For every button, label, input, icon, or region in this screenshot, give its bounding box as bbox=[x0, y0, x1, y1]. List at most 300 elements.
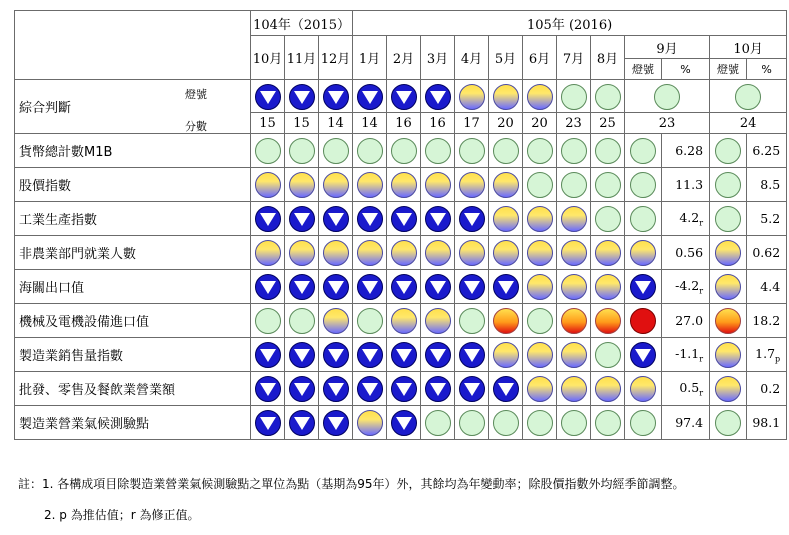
oct-value: 1.7 bbox=[755, 345, 776, 361]
sep-value-cell bbox=[662, 236, 710, 270]
indicator-light-cell bbox=[557, 372, 591, 406]
signal-light-icon bbox=[715, 308, 741, 334]
signal-light-icon bbox=[595, 172, 621, 198]
signal-light-icon bbox=[255, 138, 281, 164]
indicator-light-cell bbox=[489, 134, 523, 168]
signal-light-icon bbox=[595, 342, 621, 368]
composite-score: 15 bbox=[285, 113, 319, 134]
composite-light-cell bbox=[319, 80, 353, 113]
signal-light-icon bbox=[715, 240, 741, 266]
indicator-light-cell bbox=[591, 270, 625, 304]
signal-light-icon bbox=[493, 342, 519, 368]
sep-value-flag: r bbox=[699, 218, 704, 228]
composite-score: 15 bbox=[251, 113, 285, 134]
indicator-light-cell bbox=[251, 372, 285, 406]
indicator-light-cell bbox=[591, 338, 625, 372]
oct-value-cell bbox=[747, 202, 787, 236]
signal-light-icon bbox=[425, 342, 451, 368]
signal-light-icon bbox=[715, 172, 741, 198]
indicator-light-cell bbox=[455, 236, 489, 270]
indicator-light-cell bbox=[557, 236, 591, 270]
indicator-light-cell bbox=[387, 168, 421, 202]
signal-light-icon bbox=[289, 376, 315, 402]
sep-value: -1.1 bbox=[675, 345, 700, 361]
signal-light-icon bbox=[323, 138, 349, 164]
signal-light-icon bbox=[561, 138, 587, 164]
indicator-light-cell bbox=[489, 304, 523, 338]
footnote-1: 註：1. 各構成項目除製造業營業氣候測驗點之單位為點（基期為95年）外，其餘均為年變動率；除股價指數外均經季節調整。 bbox=[18, 477, 685, 491]
signal-light-icon bbox=[527, 410, 553, 436]
indicator-light-cell bbox=[285, 338, 319, 372]
sep-value-cell bbox=[662, 372, 710, 406]
indicator-light-cell bbox=[421, 406, 455, 440]
period-2015: 104年（2015） bbox=[251, 11, 353, 36]
signal-light-icon bbox=[425, 376, 451, 402]
signal-light-icon bbox=[715, 138, 741, 164]
sep-value: 0.56 bbox=[675, 245, 704, 260]
indicator-light-cell bbox=[523, 202, 557, 236]
oct-value-cell bbox=[747, 304, 787, 338]
sep-value: 27.0 bbox=[675, 313, 704, 328]
month-header: 7月 bbox=[557, 36, 591, 80]
sep-value-cell bbox=[662, 202, 710, 236]
sep-value-flag: r bbox=[699, 354, 704, 364]
indicator-light-cell bbox=[489, 406, 523, 440]
composite-label-cell bbox=[15, 80, 251, 134]
oct-value: 18.2 bbox=[752, 313, 781, 328]
signal-light-icon bbox=[459, 240, 485, 266]
indicator-light-cell bbox=[710, 372, 747, 406]
signal-light-icon bbox=[630, 138, 656, 164]
indicator-light-cell bbox=[625, 168, 662, 202]
indicator-light-cell bbox=[625, 338, 662, 372]
composite-signal-icon bbox=[654, 84, 680, 110]
indicator-light-cell bbox=[591, 406, 625, 440]
signal-light-icon bbox=[561, 410, 587, 436]
header-blank bbox=[15, 11, 251, 80]
indicator-light-cell bbox=[319, 202, 353, 236]
composite-label: 綜合判斷 bbox=[19, 101, 72, 116]
indicator-name: 製造業營業氣候測驗點 bbox=[15, 406, 251, 440]
indicator-light-cell bbox=[557, 406, 591, 440]
indicator-light-cell bbox=[387, 236, 421, 270]
oct-value-cell bbox=[747, 406, 787, 440]
indicator-name: 非農業部門就業人數 bbox=[15, 236, 251, 270]
indicator-name: 機械及電機設備進口值 bbox=[15, 304, 251, 338]
indicator-light-cell bbox=[591, 372, 625, 406]
indicator-light-cell bbox=[710, 338, 747, 372]
signal-light-icon bbox=[459, 172, 485, 198]
composite-score: 20 bbox=[489, 113, 523, 134]
composite-score-label: 分數 bbox=[185, 120, 207, 133]
sep-value-cell bbox=[662, 270, 710, 304]
signal-light-icon bbox=[357, 342, 383, 368]
composite-light-cell bbox=[523, 80, 557, 113]
signal-light-icon bbox=[391, 240, 417, 266]
signal-light-icon bbox=[323, 410, 349, 436]
composite-score: 23 bbox=[557, 113, 591, 134]
composite-score: 20 bbox=[523, 113, 557, 134]
indicator-light-cell bbox=[625, 372, 662, 406]
signal-light-icon bbox=[425, 308, 451, 334]
signal-light-icon bbox=[289, 138, 315, 164]
signal-light-icon bbox=[357, 172, 383, 198]
indicator-light-cell bbox=[421, 168, 455, 202]
indicator-row bbox=[15, 236, 787, 270]
signal-light-icon bbox=[630, 172, 656, 198]
composite-signal-icon bbox=[255, 84, 281, 110]
indicator-light-cell bbox=[251, 406, 285, 440]
composite-light-cell bbox=[591, 80, 625, 113]
composite-score: 14 bbox=[353, 113, 387, 134]
signal-light-icon bbox=[561, 274, 587, 300]
indicator-light-cell bbox=[489, 270, 523, 304]
indicator-light-cell bbox=[625, 236, 662, 270]
composite-light-cell bbox=[285, 80, 319, 113]
signal-light-icon bbox=[289, 410, 315, 436]
signal-light-icon bbox=[595, 240, 621, 266]
indicator-light-cell bbox=[251, 236, 285, 270]
signal-light-icon bbox=[561, 240, 587, 266]
indicator-light-cell bbox=[387, 338, 421, 372]
signal-light-icon bbox=[391, 274, 417, 300]
indicator-row bbox=[15, 406, 787, 440]
indicator-light-cell bbox=[710, 270, 747, 304]
composite-score: 24 bbox=[710, 113, 787, 134]
sep-value-flag: r bbox=[699, 388, 704, 398]
signal-light-icon bbox=[289, 172, 315, 198]
footnote-2: 2. p 為推估值；r 為修正值。 bbox=[44, 508, 200, 522]
indicator-light-cell bbox=[319, 372, 353, 406]
indicator-light-cell bbox=[455, 338, 489, 372]
signal-light-icon bbox=[527, 308, 553, 334]
oct-value-cell bbox=[747, 236, 787, 270]
signal-light-icon bbox=[323, 240, 349, 266]
month-header: 2月 bbox=[387, 36, 421, 80]
indicator-light-cell bbox=[625, 202, 662, 236]
composite-light-cell bbox=[557, 80, 591, 113]
signal-light-icon bbox=[255, 308, 281, 334]
composite-signal-icon bbox=[391, 84, 417, 110]
indicator-light-cell bbox=[353, 168, 387, 202]
composite-signal-icon bbox=[595, 84, 621, 110]
indicator-light-cell bbox=[489, 202, 523, 236]
oct-value: 6.25 bbox=[752, 143, 781, 158]
signal-light-icon bbox=[391, 172, 417, 198]
indicator-light-cell bbox=[523, 236, 557, 270]
composite-score: 25 bbox=[591, 113, 625, 134]
indicator-light-cell bbox=[285, 168, 319, 202]
signal-light-icon bbox=[561, 308, 587, 334]
indicator-light-cell bbox=[455, 134, 489, 168]
signal-light-icon bbox=[630, 376, 656, 402]
composite-signal-icon bbox=[561, 84, 587, 110]
indicator-row bbox=[15, 304, 787, 338]
sep-value-cell bbox=[662, 134, 710, 168]
indicator-light-cell bbox=[523, 134, 557, 168]
month-header: 11月 bbox=[285, 36, 319, 80]
signal-light-icon bbox=[527, 274, 553, 300]
sep-value: 0.5 bbox=[679, 379, 700, 395]
sep-value: 11.3 bbox=[675, 177, 704, 192]
indicator-light-cell bbox=[710, 134, 747, 168]
month-header: 4月 bbox=[455, 36, 489, 80]
indicator-light-cell bbox=[285, 270, 319, 304]
indicator-light-cell bbox=[489, 372, 523, 406]
indicator-light-cell bbox=[319, 338, 353, 372]
indicator-light-cell bbox=[523, 372, 557, 406]
signal-light-icon bbox=[561, 342, 587, 368]
signal-light-icon bbox=[357, 376, 383, 402]
signal-light-icon bbox=[493, 138, 519, 164]
signal-light-icon bbox=[715, 376, 741, 402]
signal-light-icon bbox=[715, 410, 741, 436]
indicator-light-cell bbox=[251, 134, 285, 168]
signal-light-icon bbox=[493, 206, 519, 232]
sep-value: 4.2 bbox=[679, 209, 700, 225]
indicator-light-cell bbox=[387, 202, 421, 236]
signal-light-icon bbox=[459, 274, 485, 300]
oct-value: 4.4 bbox=[760, 279, 781, 294]
signal-light-icon bbox=[527, 172, 553, 198]
oct-value: 0.62 bbox=[752, 245, 781, 260]
composite-light-cell bbox=[421, 80, 455, 113]
oct-pct-label: % bbox=[747, 59, 787, 80]
signal-light-icon bbox=[255, 376, 281, 402]
indicator-light-cell bbox=[251, 304, 285, 338]
indicator-light-cell bbox=[353, 304, 387, 338]
signal-light-icon bbox=[561, 206, 587, 232]
month-header: 6月 bbox=[523, 36, 557, 80]
sep-value: 97.4 bbox=[675, 415, 704, 430]
sep-value: 6.28 bbox=[675, 143, 704, 158]
signal-light-icon bbox=[459, 138, 485, 164]
indicator-light-cell bbox=[353, 134, 387, 168]
indicator-row bbox=[15, 372, 787, 406]
indicator-light-cell bbox=[625, 406, 662, 440]
indicator-light-cell bbox=[557, 304, 591, 338]
oct-value: 98.1 bbox=[752, 415, 781, 430]
month-oct: 10月 bbox=[710, 36, 787, 59]
signal-light-icon bbox=[527, 138, 553, 164]
indicator-light-cell bbox=[387, 372, 421, 406]
indicator-light-cell bbox=[421, 338, 455, 372]
indicator-row bbox=[15, 134, 787, 168]
indicator-light-cell bbox=[353, 406, 387, 440]
oct-value-cell bbox=[747, 134, 787, 168]
indicator-light-cell bbox=[285, 236, 319, 270]
indicator-light-cell bbox=[387, 134, 421, 168]
indicator-light-cell bbox=[421, 372, 455, 406]
composite-signal-icon bbox=[459, 84, 485, 110]
composite-score: 23 bbox=[625, 113, 710, 134]
indicator-light-cell bbox=[387, 270, 421, 304]
month-header: 10月 bbox=[251, 36, 285, 80]
signal-light-icon bbox=[323, 172, 349, 198]
indicator-light-cell bbox=[251, 338, 285, 372]
indicator-light-cell bbox=[591, 236, 625, 270]
indicator-light-cell bbox=[421, 202, 455, 236]
signal-light-icon bbox=[323, 274, 349, 300]
indicator-light-cell bbox=[251, 270, 285, 304]
oct-value: 5.2 bbox=[760, 211, 781, 226]
oct-value-cell bbox=[747, 168, 787, 202]
indicator-light-cell bbox=[285, 372, 319, 406]
signal-light-icon bbox=[425, 410, 451, 436]
indicator-light-cell bbox=[251, 202, 285, 236]
indicator-name: 海關出口值 bbox=[15, 270, 251, 304]
indicator-row bbox=[15, 338, 787, 372]
indicator-light-cell bbox=[319, 304, 353, 338]
oct-value: 8.5 bbox=[760, 177, 781, 192]
indicator-light-cell bbox=[557, 168, 591, 202]
signal-light-icon bbox=[715, 274, 741, 300]
indicator-row bbox=[15, 270, 787, 304]
indicator-light-cell bbox=[591, 304, 625, 338]
composite-signal-icon bbox=[289, 84, 315, 110]
sep-pct-label: % bbox=[662, 59, 710, 80]
indicator-name: 製造業銷售量指數 bbox=[15, 338, 251, 372]
indicator-light-cell bbox=[523, 168, 557, 202]
signal-light-icon bbox=[391, 206, 417, 232]
signal-light-icon bbox=[493, 274, 519, 300]
signal-light-icon bbox=[391, 376, 417, 402]
signal-light-icon bbox=[357, 410, 383, 436]
indicator-light-cell bbox=[710, 406, 747, 440]
indicator-light-cell bbox=[591, 134, 625, 168]
signal-light-icon bbox=[425, 172, 451, 198]
signal-light-icon bbox=[595, 376, 621, 402]
indicator-light-cell bbox=[625, 134, 662, 168]
indicator-light-cell bbox=[625, 304, 662, 338]
indicator-light-cell bbox=[455, 406, 489, 440]
indicator-light-cell bbox=[489, 236, 523, 270]
signal-light-icon bbox=[391, 308, 417, 334]
signal-light-icon bbox=[459, 410, 485, 436]
indicator-light-cell bbox=[710, 236, 747, 270]
signal-light-icon bbox=[357, 206, 383, 232]
oct-value: 0.2 bbox=[760, 381, 781, 396]
indicator-light-cell bbox=[591, 168, 625, 202]
indicator-light-cell bbox=[421, 134, 455, 168]
indicator-light-cell bbox=[319, 406, 353, 440]
month-header: 5月 bbox=[489, 36, 523, 80]
composite-light-cell bbox=[455, 80, 489, 113]
signal-light-icon bbox=[459, 206, 485, 232]
signal-light-icon bbox=[527, 342, 553, 368]
signal-light-icon bbox=[630, 410, 656, 436]
indicator-light-cell bbox=[455, 304, 489, 338]
indicator-light-cell bbox=[353, 236, 387, 270]
indicator-light-cell bbox=[455, 270, 489, 304]
composite-light-cell bbox=[251, 80, 285, 113]
oct-value-cell bbox=[747, 372, 787, 406]
signal-light-icon bbox=[595, 410, 621, 436]
composite-light-cell bbox=[489, 80, 523, 113]
indicator-light-cell bbox=[557, 134, 591, 168]
month-sep: 9月 bbox=[625, 36, 710, 59]
indicator-light-cell bbox=[421, 270, 455, 304]
signal-light-icon bbox=[391, 342, 417, 368]
indicator-light-cell bbox=[557, 270, 591, 304]
signal-light-icon bbox=[630, 274, 656, 300]
indicator-light-cell bbox=[557, 202, 591, 236]
signal-light-icon bbox=[527, 376, 553, 402]
signal-light-icon bbox=[391, 138, 417, 164]
composite-light-cell bbox=[710, 80, 787, 113]
signal-light-icon bbox=[323, 376, 349, 402]
indicator-light-cell bbox=[489, 338, 523, 372]
signal-light-icon bbox=[323, 342, 349, 368]
indicator-name: 工業生產指數 bbox=[15, 202, 251, 236]
indicator-light-cell bbox=[319, 134, 353, 168]
indicator-light-cell bbox=[710, 168, 747, 202]
indicator-light-cell bbox=[710, 202, 747, 236]
signal-light-icon bbox=[527, 206, 553, 232]
indicator-light-cell bbox=[710, 304, 747, 338]
oct-light-label: 燈號 bbox=[710, 59, 747, 80]
signal-light-icon bbox=[289, 274, 315, 300]
composite-score: 17 bbox=[455, 113, 489, 134]
month-header: 8月 bbox=[591, 36, 625, 80]
oct-value-flag: p bbox=[775, 354, 781, 364]
indicator-light-cell bbox=[285, 304, 319, 338]
signal-light-icon bbox=[715, 342, 741, 368]
indicator-light-cell bbox=[455, 168, 489, 202]
signal-light-icon bbox=[425, 138, 451, 164]
composite-score: 14 bbox=[319, 113, 353, 134]
composite-signal-icon bbox=[527, 84, 553, 110]
oct-value-cell bbox=[747, 338, 787, 372]
signal-light-icon bbox=[289, 308, 315, 334]
signal-light-icon bbox=[595, 274, 621, 300]
sep-value-cell bbox=[662, 168, 710, 202]
signal-light-icon bbox=[357, 274, 383, 300]
indicator-light-cell bbox=[421, 304, 455, 338]
signal-light-icon bbox=[459, 376, 485, 402]
signal-light-icon bbox=[255, 410, 281, 436]
indicator-light-cell bbox=[251, 168, 285, 202]
signal-light-icon bbox=[425, 206, 451, 232]
composite-signal-icon bbox=[425, 84, 451, 110]
signal-light-icon bbox=[357, 240, 383, 266]
indicator-light-cell bbox=[285, 134, 319, 168]
indicator-row bbox=[15, 168, 787, 202]
month-header: 3月 bbox=[421, 36, 455, 80]
sep-value-cell bbox=[662, 338, 710, 372]
period-2016: 105年 (2016) bbox=[353, 11, 787, 36]
signal-light-icon bbox=[595, 138, 621, 164]
signal-light-icon bbox=[425, 274, 451, 300]
signal-light-icon bbox=[493, 376, 519, 402]
signal-light-icon bbox=[255, 172, 281, 198]
signal-light-icon bbox=[493, 308, 519, 334]
signal-light-icon bbox=[323, 206, 349, 232]
indicator-light-cell bbox=[523, 270, 557, 304]
signal-light-icon bbox=[459, 308, 485, 334]
signal-light-icon bbox=[357, 138, 383, 164]
signal-light-icon bbox=[289, 206, 315, 232]
composite-signal-icon bbox=[357, 84, 383, 110]
signal-light-icon bbox=[630, 342, 656, 368]
signal-light-icon bbox=[391, 410, 417, 436]
indicator-light-cell bbox=[319, 168, 353, 202]
indicator-light-cell bbox=[353, 202, 387, 236]
signal-light-icon bbox=[459, 342, 485, 368]
signal-light-icon bbox=[255, 240, 281, 266]
composite-signal-icon bbox=[493, 84, 519, 110]
signal-light-icon bbox=[561, 172, 587, 198]
